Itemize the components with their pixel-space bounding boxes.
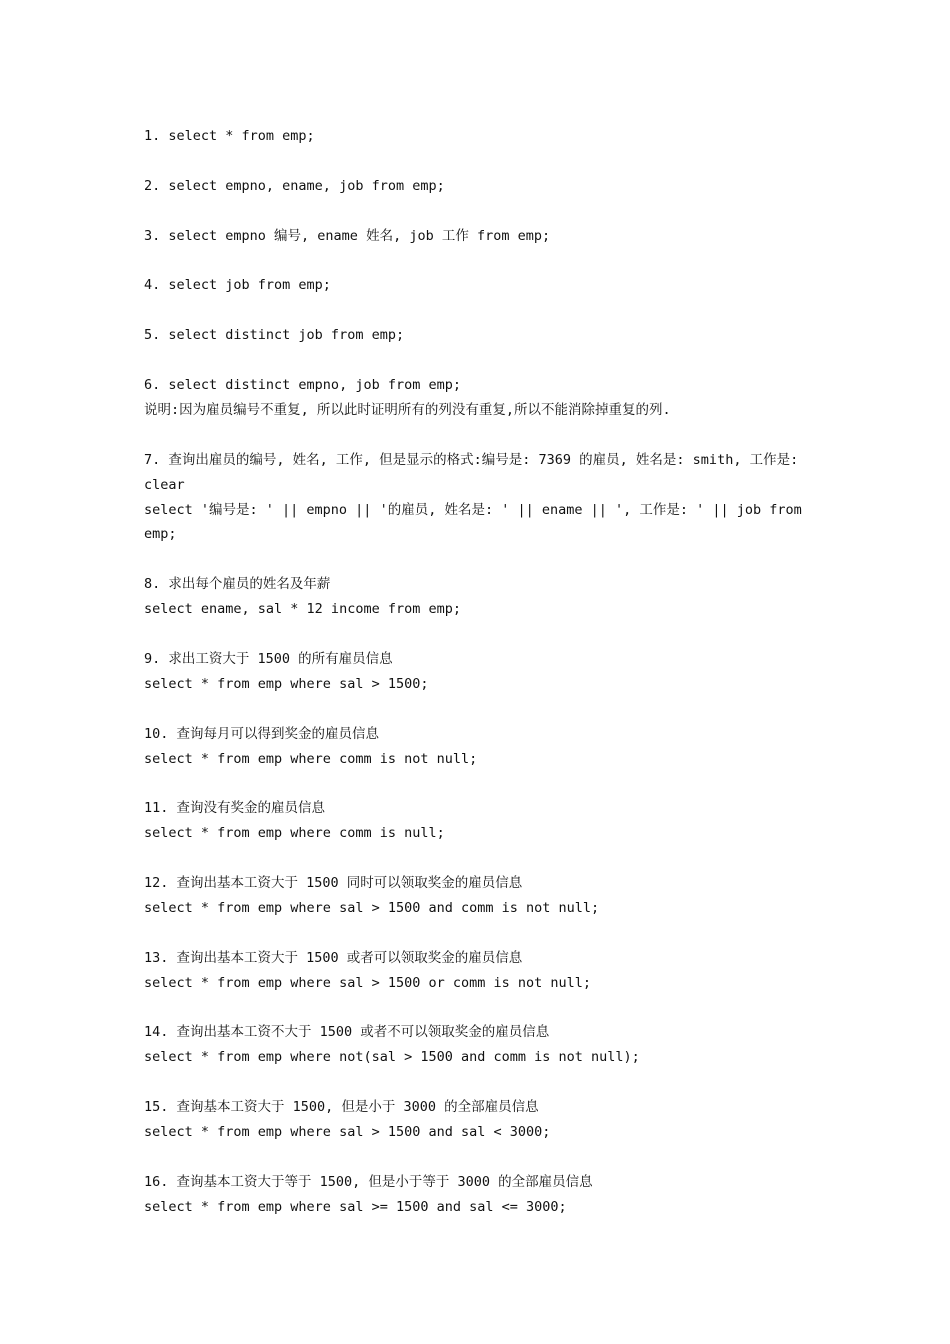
item-9 <box>144 647 814 697</box>
item-7 <box>144 448 814 548</box>
item-6 <box>144 373 814 423</box>
sql-line: select * from emp where comm is null; <box>144 825 445 842</box>
item-10 <box>144 722 814 772</box>
item-3 <box>144 224 814 249</box>
sql-line: select * from emp where sal > 1500 or comm is not null; <box>144 974 592 991</box>
question-line: 9. 求出工资大于 1500 的所有雇员信息 <box>144 650 393 667</box>
item-4 <box>144 273 814 298</box>
question-line: 16. 查询基本工资大于等于 1500, 但是小于等于 3000 的全部雇员信息 <box>144 1173 593 1190</box>
sql-line: select * from emp where sal > 1500; <box>144 675 429 692</box>
item-8 <box>144 572 814 622</box>
sql-line: 4. select job from emp; <box>144 277 331 294</box>
question-line: 14. 查询出基本工资不大于 1500 或者不可以领取奖金的雇员信息 <box>144 1024 550 1041</box>
question-line: 11. 查询没有奖金的雇员信息 <box>144 800 326 817</box>
sql-line: 1. select * from emp; <box>144 128 315 144</box>
sql-line: select * from emp where sal >= 1500 and sal <= 3000; <box>144 1198 567 1215</box>
question-line: 15. 查询基本工资大于 1500, 但是小于 3000 的全部雇员信息 <box>144 1099 539 1116</box>
question-line: 12. 查询出基本工资大于 1500 同时可以领取奖金的雇员信息 <box>144 875 523 892</box>
sql-line: select ename, sal * 12 income from emp; <box>144 601 461 618</box>
item-11 <box>144 796 814 846</box>
sql-line: 2. select empno, ename, job from emp; <box>144 177 445 194</box>
sql-line: select * from emp where comm is not null; <box>144 750 478 767</box>
sql-line: select '编号是: ' || empno || '的雇员, 姓名是: ' || ename || ', 工作是: ' || job from emp; <box>144 501 810 543</box>
item-2 <box>144 174 814 199</box>
note-line: 说明:因为雇员编号不重复, 所以此时证明所有的列没有重复,所以不能消除掉重复的列. <box>144 401 671 418</box>
question-line: 7. 查询出雇员的编号, 姓名, 工作, 但是显示的格式:编号是: 7369 的雇员, 姓名是: smith, 工作是: clear <box>144 451 807 493</box>
sql-line: 3. select empno 编号, ename 姓名, job 工作 from emp; <box>144 227 551 244</box>
question-line: 8. 求出每个雇员的姓名及年薪 <box>144 576 331 593</box>
sql-line: select * from emp where sal > 1500 and comm is not null; <box>144 899 600 916</box>
document-page <box>144 124 814 1245</box>
sql-line: 5. select distinct job from emp; <box>144 327 405 344</box>
item-1 <box>144 124 814 149</box>
item-15 <box>144 1095 814 1145</box>
item-14 <box>144 1020 814 1070</box>
question-line: 13. 查询出基本工资大于 1500 或者可以领取奖金的雇员信息 <box>144 949 523 966</box>
sql-line: select * from emp where sal > 1500 and sal < 3000; <box>144 1124 551 1141</box>
item-12 <box>144 871 814 921</box>
sql-line: 6. select distinct empno, job from emp; <box>144 376 461 393</box>
sql-line: select * from emp where not(sal > 1500 and comm is not null); <box>144 1049 640 1066</box>
item-13 <box>144 946 814 996</box>
item-16 <box>144 1170 814 1220</box>
item-5 <box>144 323 814 348</box>
question-line: 10. 查询每月可以得到奖金的雇员信息 <box>144 725 380 742</box>
